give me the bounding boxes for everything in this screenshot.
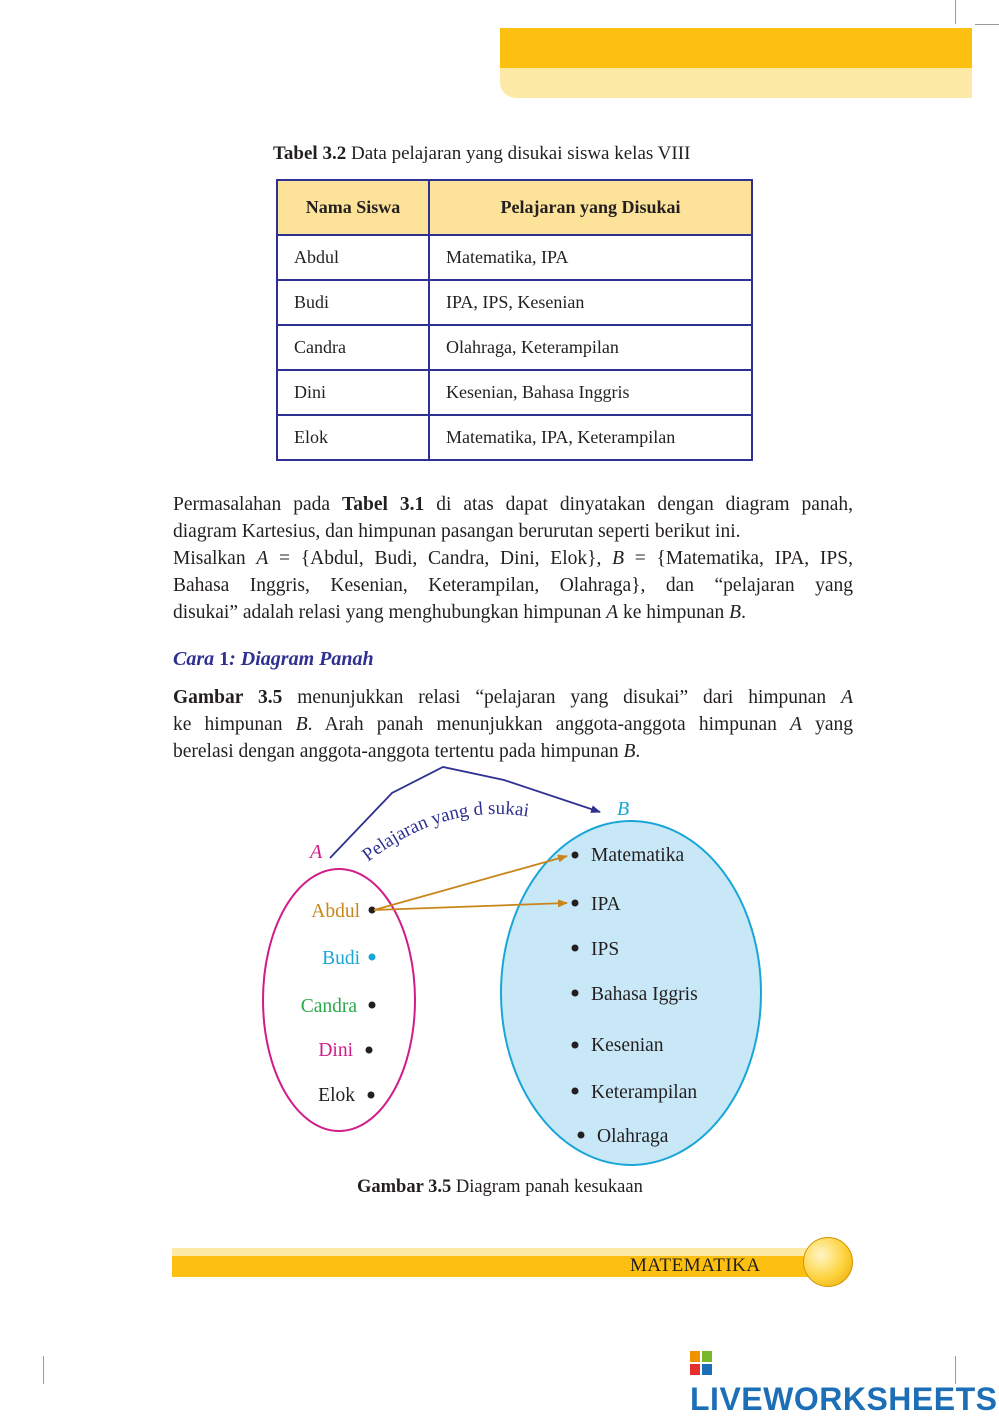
text-run: yang xyxy=(801,714,853,735)
table-cell: Kesenian, Bahasa Inggris xyxy=(429,370,752,415)
set-b-member-label: Matematika xyxy=(591,845,685,866)
liveworksheets-watermark xyxy=(690,1344,999,1418)
table-cell: Elok xyxy=(277,415,429,460)
table-header-cell: Nama Siswa xyxy=(277,180,429,235)
relation-label-text: Pelajaran yang d sukai xyxy=(358,797,531,866)
table-caption-text: Data pelajaran yang disukai siswa kelas VIII xyxy=(346,143,691,164)
table-cell: Candra xyxy=(277,325,429,370)
text-run: berelasi dengan anggota-anggota tertentu pada himpunan xyxy=(173,741,624,762)
figure-caption-label: Gambar 3.5 xyxy=(357,1177,452,1197)
set-a-member-label: Candra xyxy=(300,996,357,1017)
text-run-italic: A xyxy=(790,714,802,735)
set-b-member-dot xyxy=(572,852,579,859)
set-b-member-label: Keterampilan xyxy=(591,1082,698,1103)
text-run: disukai” adalah relasi yang menghubungkan himpunan xyxy=(173,602,607,623)
set-a-member-label: Dini xyxy=(318,1040,353,1061)
figure-caption xyxy=(357,1177,643,1198)
text-run: Misalkan xyxy=(173,548,257,569)
set-b-member-dot xyxy=(572,1042,579,1049)
liveworksheets-logo-icon xyxy=(690,1351,712,1375)
figure-caption-text: Diagram panah kesukaan xyxy=(451,1177,643,1197)
text-run-italic: A xyxy=(256,548,269,569)
text-run: di atas dapat dinyatakan dengan diagram panah, xyxy=(424,494,853,515)
set-b-member-dot xyxy=(578,1132,585,1139)
set-a-member-dot xyxy=(369,1002,376,1009)
set-a-label: A xyxy=(310,841,323,863)
set-b-label: B xyxy=(617,798,630,820)
text-run: 1 xyxy=(219,648,230,670)
text-run: diagram Kartesius, dan himpunan pasangan berurutan seperti berikut ini. xyxy=(173,521,741,542)
table-cell: Olahraga, Keterampilan xyxy=(429,325,752,370)
set-b-member-label: IPS xyxy=(591,939,620,960)
table-cell: IPA, IPS, Kesenian xyxy=(429,280,752,325)
text-run-italic: B xyxy=(612,548,625,569)
set-b-member-label: Olahraga xyxy=(597,1126,669,1147)
footer-orb-icon xyxy=(803,1237,853,1287)
text-run-italic: A xyxy=(841,687,853,708)
text-run: = {Abdul, Budi, Candra, Dini, Elok}, xyxy=(268,548,613,569)
text-run: . Arah panah menunjukkan anggota-anggota himpunan xyxy=(307,714,791,735)
table-cell: Budi xyxy=(277,280,429,325)
liveworksheets-text: LIVEWORKSHEETS xyxy=(690,1381,998,1417)
table-cell: Matematika, IPA xyxy=(429,235,752,280)
text-run: = {Matematika, IPA, IPS, xyxy=(624,548,853,569)
text-run: : Diagram Panah xyxy=(229,648,374,670)
table-cell: Matematika, IPA, Keterampilan xyxy=(429,415,752,460)
footer-subject-label: MATEMATIKA xyxy=(630,1255,761,1276)
set-a-member-dot xyxy=(369,954,376,961)
text-run-italic: B xyxy=(729,602,742,623)
set-b-member-dot xyxy=(572,990,579,997)
set-a-member-label: Elok xyxy=(318,1085,355,1106)
text-run-italic: B xyxy=(623,741,636,762)
set-b-member-dot xyxy=(572,1088,579,1095)
text-run-italic: A xyxy=(606,602,619,623)
set-b-member-label: Kesenian xyxy=(591,1035,664,1056)
table-cell: Abdul xyxy=(277,235,429,280)
text-run: . xyxy=(635,741,641,762)
set-a-members xyxy=(301,901,376,1106)
text-run: . xyxy=(741,602,746,623)
set-b-member-label: IPA xyxy=(591,894,621,915)
set-a-member-dot xyxy=(368,1092,375,1099)
text-run: menunjukkan relasi “pelajaran yang disukai” dari himpunan xyxy=(282,687,842,708)
set-b-member-dot xyxy=(572,945,579,952)
table-cell: Dini xyxy=(277,370,429,415)
text-run-bold: Tabel 3.1 xyxy=(342,494,425,515)
relation-label xyxy=(358,798,530,866)
text-run: ke himpunan xyxy=(618,602,730,623)
table-header-cell: Pelajaran yang Disukai xyxy=(429,180,752,235)
set-a-member-dot xyxy=(366,1047,373,1054)
text-run-bold: Gambar 3.5 xyxy=(173,687,283,708)
text-run: ke himpunan xyxy=(173,714,296,735)
set-b-member-label: Bahasa Iggris xyxy=(591,984,698,1005)
text-run: Bahasa Inggris, Kesenian, Keterampilan, Olahraga}, dan “pelajaran yang xyxy=(173,575,853,596)
text-run-italic: B xyxy=(295,714,308,735)
set-a-member-label: Budi xyxy=(322,948,360,969)
text-run: Permasalahan pada xyxy=(173,494,343,515)
text-run: Cara xyxy=(173,648,220,670)
set-a-member-label: Abdul xyxy=(311,901,360,922)
set-b-member-dot xyxy=(572,900,579,907)
table-caption-label: Tabel 3.2 xyxy=(273,143,347,164)
